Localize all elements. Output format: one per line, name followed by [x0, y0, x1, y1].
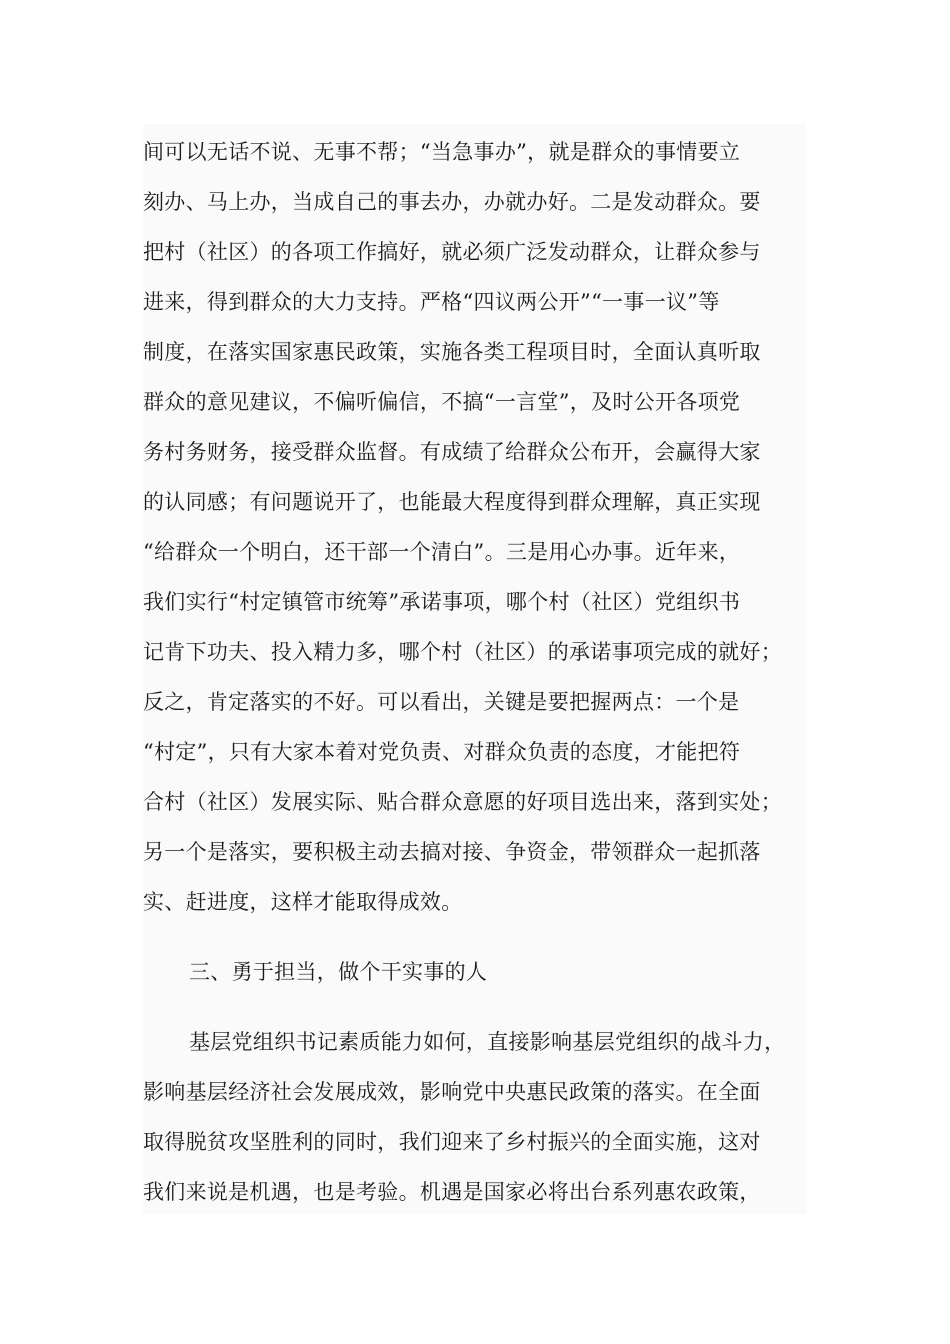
paragraph-line: 我们实行“村定镇管市统筹”承诺事项，哪个村（社区）党组织书 [143, 590, 741, 614]
paragraph-line: 记肯下功夫、投入精力多，哪个村（社区）的承诺事项完成的就好； [143, 640, 782, 664]
paragraph-line: 反之，肯定落实的不好。可以看出，关键是要把握两点：一个是 [143, 690, 740, 714]
paragraph-line: 取得脱贫攻坚胜利的同时，我们迎来了乡村振兴的全面实施，这对 [143, 1130, 761, 1154]
paragraph-line: 制度，在落实国家惠民政策，实施各类工程项目时，全面认真听取 [143, 340, 761, 364]
paragraph-line: “村定”，只有大家本着对党负责、对群众负责的态度，才能把符 [143, 740, 741, 764]
paragraph-line: 把村（社区）的各项工作搞好，就必须广泛发动群众，让群众参与 [143, 240, 761, 264]
paragraph-line: 合村（社区）发展实际、贴合群众意愿的好项目选出来，落到实处； [143, 790, 782, 814]
text-block [143, 124, 806, 1214]
paragraph-line: 务村务财务，接受群众监督。有成绩了给群众公布开，会赢得大家 [143, 440, 761, 464]
paragraph-line: 的认同感；有问题说开了，也能最大程度得到群众理解，真正实现 [143, 490, 761, 514]
paragraph-line: 我们来说是机遇，也是考验。机遇是国家必将出台系列惠农政策， [143, 1180, 761, 1204]
paragraph-line: 基层党组织书记素质能力如何，直接影响基层党组织的战斗力， [189, 1030, 786, 1054]
paragraph-line: 另一个是落实，要积极主动去搞对接、争资金，带领群众一起抓落 [143, 840, 761, 864]
paragraph-line: 实、赶进度，这样才能取得成效。 [143, 890, 463, 914]
section-heading: 三、勇于担当，做个干实事的人 [189, 960, 488, 984]
paragraph-line: 影响基层经济社会发展成效，影响党中央惠民政策的落实。在全面 [143, 1080, 761, 1104]
paragraph-line: “给群众一个明白，还干部一个清白”。三是用心办事。近年来， [143, 540, 741, 564]
paragraph-line: 群众的意见建议，不偏听偏信，不搞“一言堂”，及时公开各项党 [143, 390, 741, 414]
paragraph-line: 刻办、马上办，当成自己的事去办，办就办好。二是发动群众。要 [143, 190, 761, 214]
paragraph-line: 进来，得到群众的大力支持。严格“四议两公开”“一事一议”等 [143, 290, 720, 314]
paragraph-line: 间可以无话不说、无事不帮；“当急事办”，就是群众的事情要立 [143, 140, 741, 164]
